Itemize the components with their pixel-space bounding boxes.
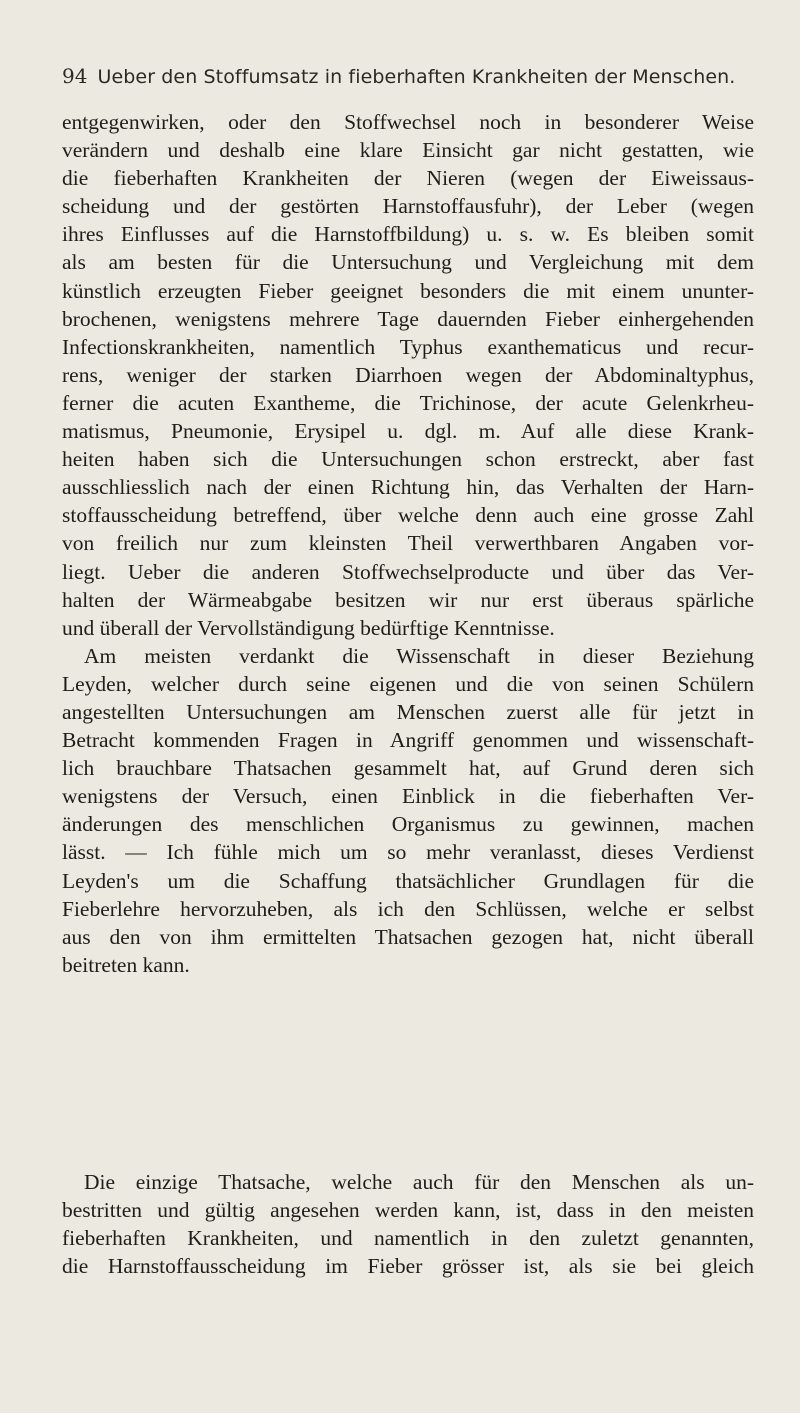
text-line: verändern und deshalb eine klare Einsicht gar nicht gestatten, wie [62, 138, 754, 163]
text-line: brochenen, wenigstens mehrere Tage dauernden Fieber einhergehenden [62, 306, 754, 331]
text-line: aus den von ihm ermittelten Thatsachen gezogen hat, nicht überall [62, 924, 754, 949]
text-line: künstlich erzeugten Fieber geeignet besonders die mit einem ununter- [62, 278, 754, 303]
running-title: Ueber den Stoffumsatz in fieberhaften Krankheiten der Menschen. [97, 66, 736, 88]
text-line: und überall der Vervollständigung bedürftige Kenntnisse. [62, 615, 555, 640]
text-line: ferner die acuten Exantheme, die Trichinose, der acute Gelenkrheu- [62, 390, 754, 415]
text-line: die fieberhaften Krankheiten der Nieren (wegen der Eiweissaus- [62, 166, 754, 191]
text-line: beitreten kann. [62, 952, 190, 977]
text-line: liegt. Ueber die anderen Stoffwechselproducte und über das Ver- [62, 559, 754, 584]
text-line: bestritten und gültig angesehen werden kann, ist, dass in den meisten [62, 1198, 754, 1223]
text-line: halten der Wärmeabgabe besitzen wir nur erst überaus spärliche [62, 587, 754, 612]
text-line: matismus, Pneumonie, Erysipel u. dgl. m. Auf alle diese Krank- [62, 419, 754, 444]
text-line: Die einzige Thatsache, welche auch für den Menschen als un- [84, 1170, 754, 1194]
paragraph-3 [62, 1168, 754, 1280]
running-head [62, 64, 752, 88]
text-line: fieberhaften Krankheiten, und namentlich in den zuletzt genannten, [62, 1226, 754, 1251]
body-text [62, 108, 754, 979]
body-text-continued [62, 1168, 754, 1280]
text-line: entgegenwirken, oder den Stoffwechsel noch in besonderer Weise [62, 110, 754, 134]
text-line: angestellten Untersuchungen am Menschen zuerst alle für jetzt in [62, 699, 754, 724]
paragraph-1 [62, 108, 754, 642]
text-line: als am besten für die Untersuchung und Vergleichung mit dem [62, 250, 754, 275]
text-line: Leyden, welcher durch seine eigenen und die von seinen Schülern [62, 671, 754, 696]
text-line: Am meisten verdankt die Wissenschaft in dieser Beziehung [84, 643, 754, 668]
text-line: die Harnstoffausscheidung im Fieber grösser ist, als sie bei gleich [62, 1254, 754, 1279]
text-line: heiten haben sich die Untersuchungen schon erstreckt, aber fast [62, 447, 754, 472]
text-line: Leyden's um die Schaffung thatsächlicher Grundlagen für die [62, 868, 754, 893]
text-line: stoffausscheidung betreffend, über welche denn auch eine grosse Zahl [62, 503, 754, 528]
text-line: wenigstens der Versuch, einen Einblick in die fieberhaften Ver- [62, 784, 754, 809]
text-line: lich brauchbare Thatsachen gesammelt hat, auf Grund deren sich [62, 756, 754, 781]
text-line: scheidung und der gestörten Harnstoffausfuhr), der Leber (wegen [62, 194, 754, 219]
text-line: rens, weniger der starken Diarrhoen wegen der Abdominaltyphus, [62, 362, 754, 387]
page-number: 94 [62, 64, 88, 88]
text-line: änderungen des menschlichen Organismus zu gewinnen, machen [62, 812, 754, 837]
paragraph-2 [62, 642, 754, 979]
text-line: Betracht kommenden Fragen in Angriff genommen und wissenschaft- [62, 728, 754, 753]
text-line: Infectionskrankheiten, namentlich Typhus exanthematicus und recur- [62, 334, 754, 359]
text-line: ausschliesslich nach der einen Richtung hin, das Verhalten der Harn- [62, 475, 754, 500]
text-line: Fieberlehre hervorzuheben, als ich den Schlüssen, welche er selbst [62, 896, 754, 921]
text-line: lässt. — Ich fühle mich um so mehr veranlasst, dieses Verdienst [62, 840, 754, 865]
text-line: von freilich nur zum kleinsten Theil verwerthbaren Angaben vor- [62, 531, 754, 556]
text-line: ihres Einflusses auf die Harnstoffbildung) u. s. w. Es bleiben somit [62, 222, 754, 247]
